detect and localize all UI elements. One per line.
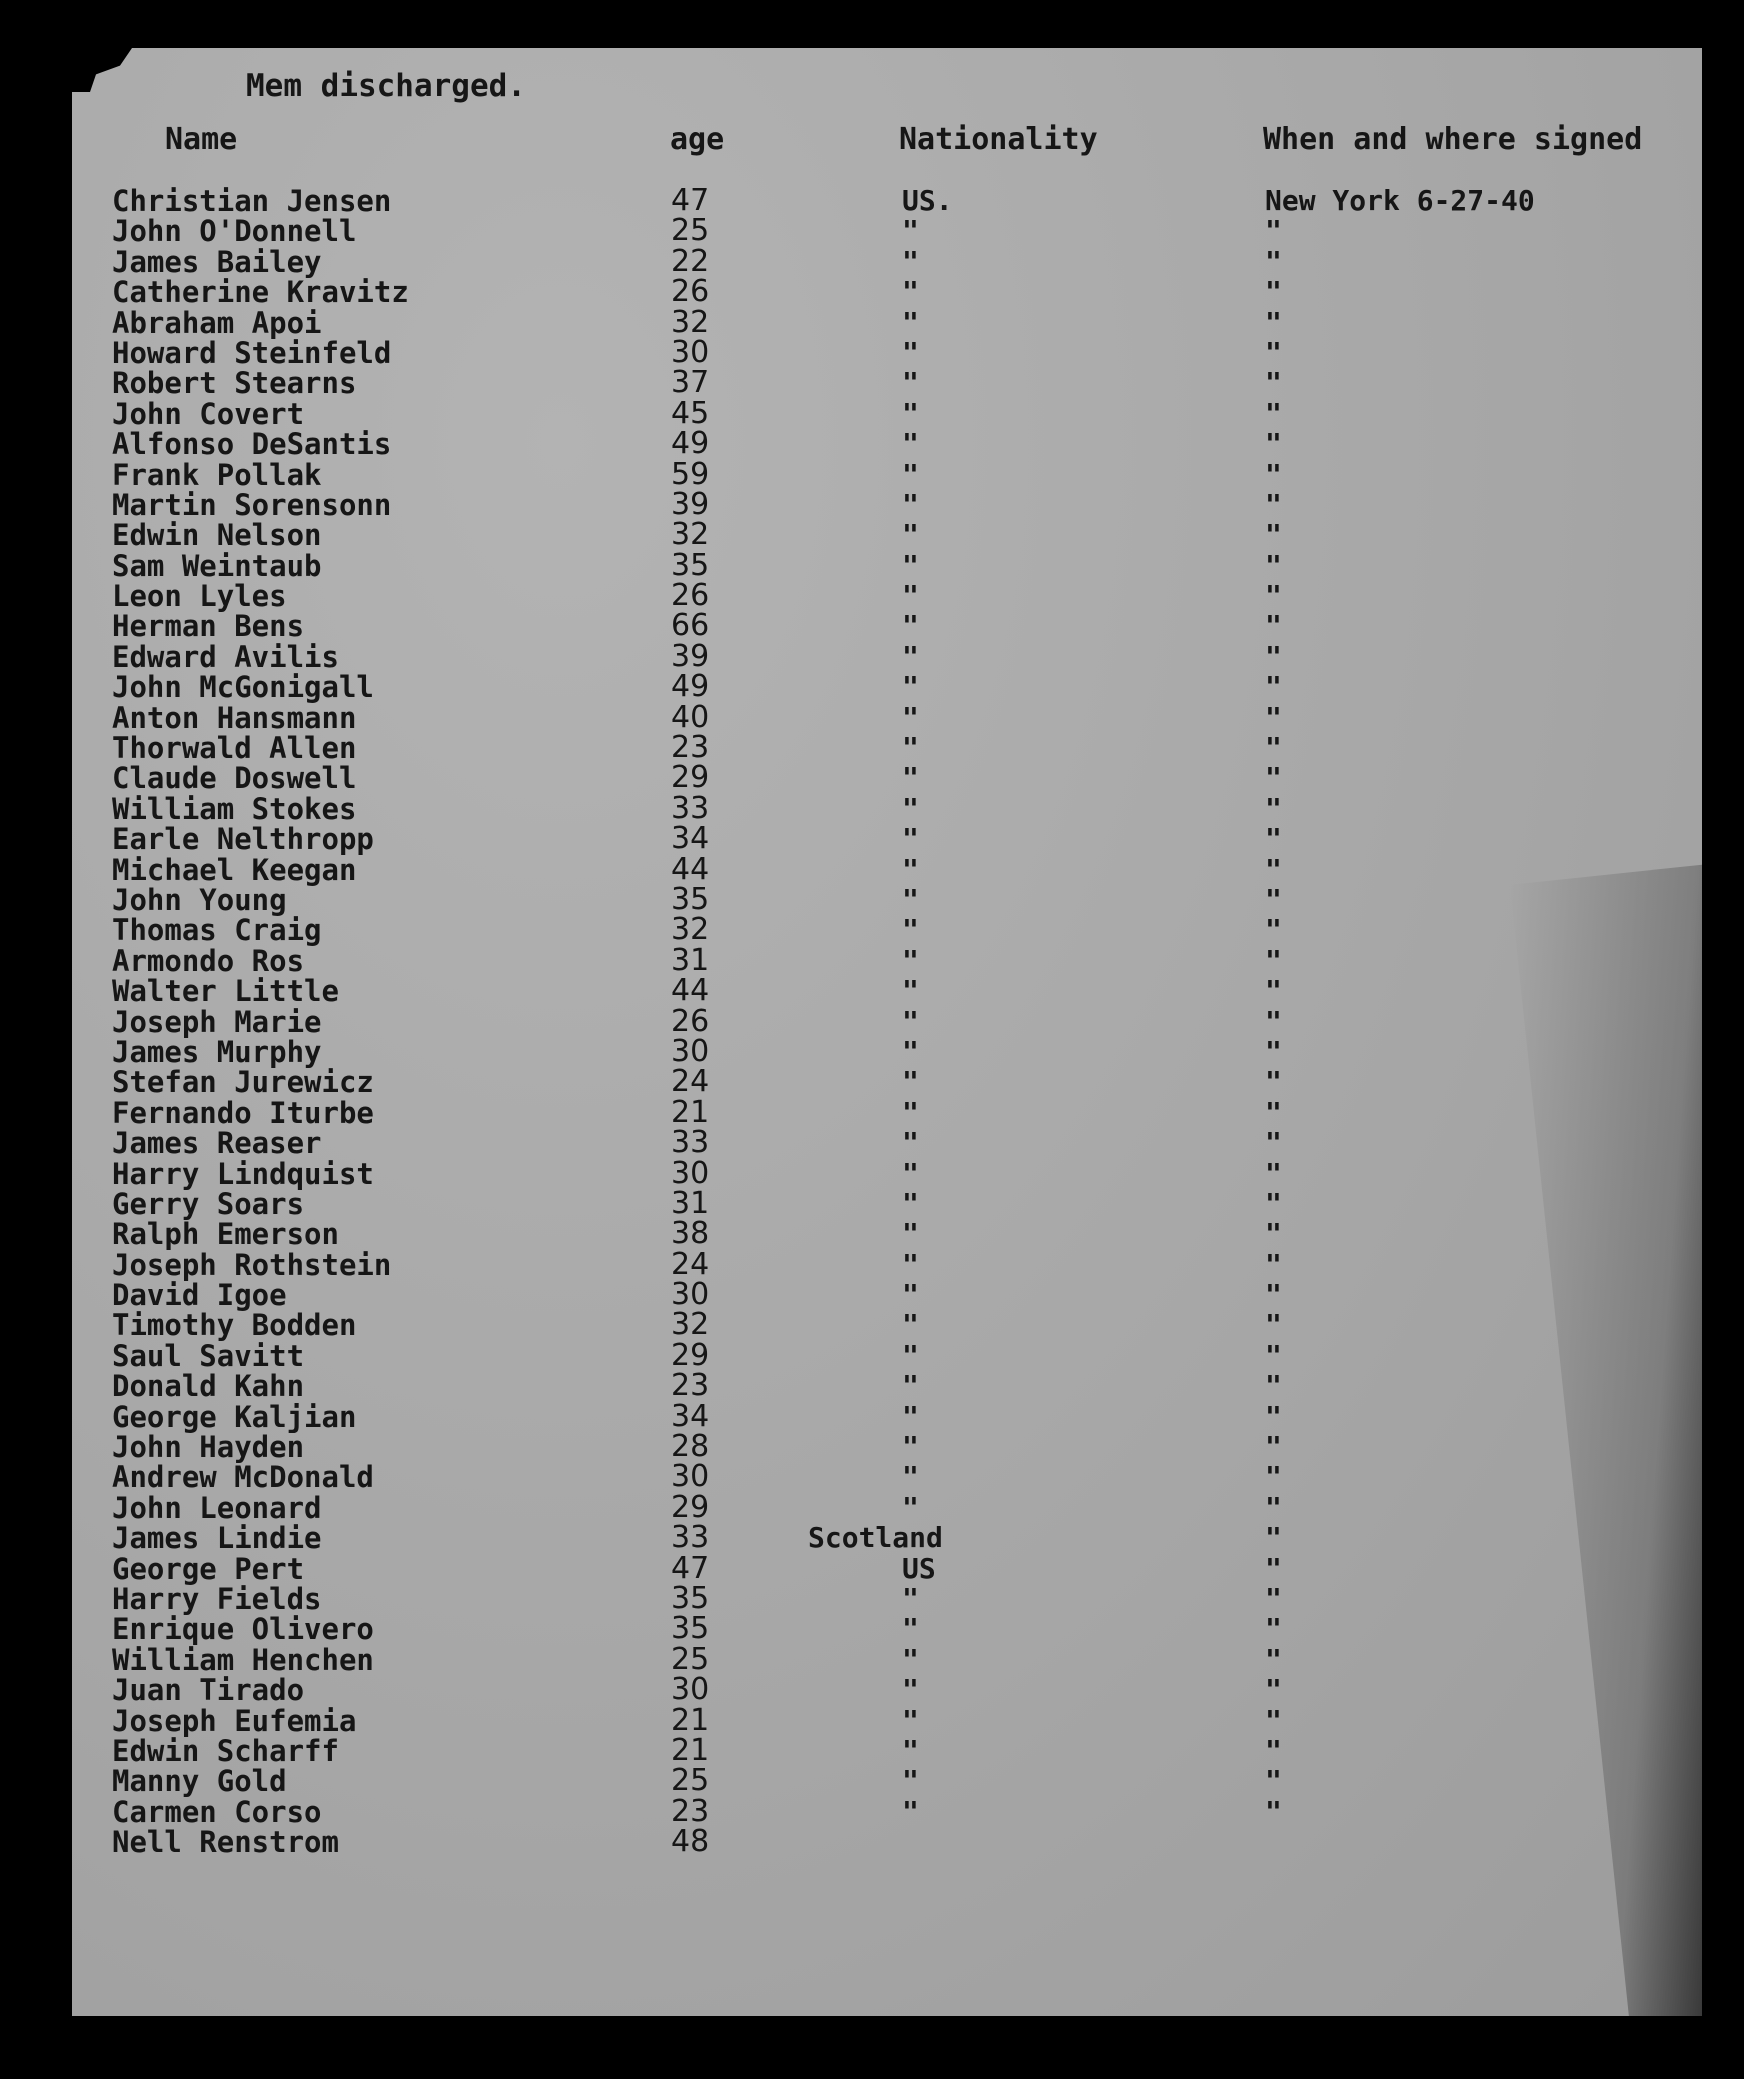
document-heading: Mem discharged. xyxy=(246,68,526,104)
crew-nationality: " xyxy=(902,882,919,916)
crew-nationality: " xyxy=(902,427,919,461)
table-row xyxy=(72,1641,1702,1677)
table-row xyxy=(72,1368,1702,1404)
crew-age: 47 xyxy=(671,183,710,218)
crew-nationality: " xyxy=(902,791,919,825)
crew-nationality: " xyxy=(902,1581,919,1615)
table-row xyxy=(72,912,1702,948)
crew-nationality: " xyxy=(902,1794,919,1828)
crew-nationality: " xyxy=(902,1278,919,1312)
crew-age: 34 xyxy=(671,1398,710,1434)
table-row xyxy=(72,1763,1702,1799)
crew-nationality: " xyxy=(902,1764,919,1798)
crew-when-where-signed: " xyxy=(1265,487,1282,521)
crew-nationality: " xyxy=(902,366,919,400)
crew-nationality: " xyxy=(902,548,919,582)
table-row xyxy=(72,1702,1702,1738)
crew-name: Sam Weintaub xyxy=(112,548,322,583)
crew-name: Stefan Jurewicz xyxy=(112,1065,374,1100)
crew-when-where-signed: " xyxy=(1265,335,1282,369)
crew-name: James Murphy xyxy=(112,1034,322,1069)
crew-nationality: " xyxy=(902,1490,919,1524)
crew-name: John Hayden xyxy=(112,1430,305,1465)
crew-name: Leon Lyles xyxy=(112,579,287,614)
crew-when-where-signed: " xyxy=(1265,1581,1282,1615)
crew-age: 23 xyxy=(671,1793,710,1829)
crew-when-where-signed: " xyxy=(1265,1673,1282,1707)
crew-nationality: " xyxy=(902,457,919,491)
table-row xyxy=(72,669,1702,705)
table-row xyxy=(72,1793,1702,1829)
crew-name: Joseph Marie xyxy=(112,1004,322,1039)
crew-nationality: " xyxy=(902,1186,919,1220)
crew-nationality: " xyxy=(902,214,919,248)
table-row xyxy=(72,608,1702,644)
crew-age: 30 xyxy=(671,1033,710,1069)
crew-when-where-signed: " xyxy=(1265,1521,1282,1555)
crew-when-where-signed: " xyxy=(1265,882,1282,916)
crew-name: Ralph Emerson xyxy=(112,1217,339,1252)
crew-nationality: " xyxy=(902,1156,919,1190)
crew-nationality: " xyxy=(902,305,919,339)
crew-when-where-signed: " xyxy=(1265,275,1282,309)
table-row xyxy=(72,1246,1702,1282)
crew-when-where-signed: " xyxy=(1265,214,1282,248)
crew-age: 47 xyxy=(671,1550,710,1586)
table-row xyxy=(72,1611,1702,1647)
crew-when-where-signed: " xyxy=(1265,518,1282,552)
table-row xyxy=(72,1003,1702,1039)
column-header-when-where-signed: When and where signed xyxy=(1263,122,1643,157)
crew-age: 39 xyxy=(671,486,710,522)
table-row xyxy=(72,1550,1702,1586)
crew-when-where-signed: " xyxy=(1265,1065,1282,1099)
crew-nationality: " xyxy=(902,974,919,1008)
crew-age: 31 xyxy=(671,1185,710,1221)
crew-age: 29 xyxy=(671,760,710,796)
crew-age: 29 xyxy=(671,1489,710,1525)
crew-when-where-signed: New York 6-27-40 xyxy=(1265,184,1535,217)
table-row xyxy=(72,547,1702,583)
table-row xyxy=(72,395,1702,431)
crew-nationality: " xyxy=(902,1338,919,1372)
crew-age: 38 xyxy=(671,1216,710,1252)
table-row xyxy=(72,1307,1702,1343)
table-row xyxy=(72,881,1702,917)
table-row xyxy=(72,1094,1702,1130)
crew-when-where-signed: " xyxy=(1265,396,1282,430)
table-row xyxy=(72,1277,1702,1313)
crew-age: 30 xyxy=(671,1277,710,1313)
table-row xyxy=(72,213,1702,249)
table-row xyxy=(72,1155,1702,1191)
crew-age: 49 xyxy=(671,669,710,705)
crew-when-where-signed: " xyxy=(1265,1004,1282,1038)
crew-nationality: US. xyxy=(902,184,953,217)
table-row xyxy=(72,699,1702,735)
table-row xyxy=(72,760,1702,796)
crew-age: 24 xyxy=(671,1246,710,1282)
crew-age: 26 xyxy=(671,274,710,310)
crew-when-where-signed: " xyxy=(1265,1156,1282,1190)
crew-when-where-signed: " xyxy=(1265,1794,1282,1828)
table-row xyxy=(72,1824,1702,1860)
crew-when-where-signed: " xyxy=(1265,1308,1282,1342)
crew-name: Joseph Rothstein xyxy=(112,1247,392,1282)
crew-name: Edwin Scharff xyxy=(112,1733,339,1768)
table-row xyxy=(72,730,1702,766)
crew-age: 31 xyxy=(671,942,710,978)
table-row xyxy=(72,638,1702,674)
crew-when-where-signed: " xyxy=(1265,700,1282,734)
crew-when-where-signed: " xyxy=(1265,579,1282,613)
crew-name: Thomas Craig xyxy=(112,913,322,948)
crew-name: Gerry Soars xyxy=(112,1186,305,1221)
crew-name: Howard Steinfeld xyxy=(112,335,392,370)
crew-age: 29 xyxy=(671,1337,710,1373)
column-header-nationality: Nationality xyxy=(899,122,1098,157)
crew-nationality: " xyxy=(902,335,919,369)
crew-age: 39 xyxy=(671,638,710,674)
table-row xyxy=(72,851,1702,887)
crew-when-where-signed: " xyxy=(1265,913,1282,947)
table-row xyxy=(72,578,1702,614)
table-row xyxy=(72,426,1702,462)
table-row xyxy=(72,942,1702,978)
crew-age: 44 xyxy=(671,973,710,1009)
crew-nationality: " xyxy=(902,1399,919,1433)
crew-nationality: " xyxy=(902,913,919,947)
crew-name: Donald Kahn xyxy=(112,1369,305,1404)
crew-name: Earle Nelthropp xyxy=(112,822,374,857)
table-row xyxy=(72,1064,1702,1100)
crew-when-where-signed: " xyxy=(1265,1399,1282,1433)
crew-when-where-signed: " xyxy=(1265,1703,1282,1737)
table-row xyxy=(72,1732,1702,1768)
crew-nationality: " xyxy=(902,731,919,765)
crew-name: John McGonigall xyxy=(112,670,374,705)
crew-age: 33 xyxy=(671,790,710,826)
crew-name: Nell Renstrom xyxy=(112,1825,339,1860)
crew-nationality: " xyxy=(902,822,919,856)
crew-age: 30 xyxy=(671,1459,710,1495)
crew-name: William Henchen xyxy=(112,1642,374,1677)
crew-age: 21 xyxy=(671,1702,710,1738)
crew-when-where-signed: " xyxy=(1265,1460,1282,1494)
crew-name: Carmen Corso xyxy=(112,1794,322,1829)
crew-name: Martin Sorensonn xyxy=(112,487,392,522)
crew-nationality: " xyxy=(902,1034,919,1068)
table-row xyxy=(72,1489,1702,1525)
crew-age: 24 xyxy=(671,1064,710,1100)
crew-when-where-signed: " xyxy=(1265,1186,1282,1220)
crew-nationality: " xyxy=(902,609,919,643)
crew-age: 23 xyxy=(671,1368,710,1404)
crew-name: John Covert xyxy=(112,396,305,431)
crew-name: Timothy Bodden xyxy=(112,1308,357,1343)
crew-age: 21 xyxy=(671,1094,710,1130)
table-row xyxy=(72,1185,1702,1221)
crew-when-where-signed: " xyxy=(1265,1430,1282,1464)
crew-when-where-signed: " xyxy=(1265,1095,1282,1129)
crew-nationality: " xyxy=(902,396,919,430)
crew-age: 33 xyxy=(671,1125,710,1161)
crew-age: 37 xyxy=(671,365,710,401)
table-row xyxy=(72,304,1702,340)
crew-name: Edwin Nelson xyxy=(112,518,322,553)
crew-name: William Stokes xyxy=(112,791,357,826)
crew-name: Harry Fields xyxy=(112,1581,322,1616)
crew-when-where-signed: " xyxy=(1265,731,1282,765)
crew-name: Catherine Kravitz xyxy=(112,275,409,310)
crew-name: Thorwald Allen xyxy=(112,731,357,766)
table-row xyxy=(72,1672,1702,1708)
crew-name: James Lindie xyxy=(112,1521,322,1556)
crew-nationality: " xyxy=(902,1733,919,1767)
crew-nationality: " xyxy=(902,1065,919,1099)
crew-age: 30 xyxy=(671,1155,710,1191)
crew-age: 35 xyxy=(671,881,710,917)
crew-nationality: " xyxy=(902,1308,919,1342)
crew-when-where-signed: " xyxy=(1265,1551,1282,1585)
table-row xyxy=(72,1580,1702,1616)
crew-nationality: " xyxy=(902,1217,919,1251)
crew-nationality: " xyxy=(902,852,919,886)
crew-when-where-signed: " xyxy=(1265,1338,1282,1372)
crew-name: George Pert xyxy=(112,1551,305,1586)
crew-nationality: " xyxy=(902,943,919,977)
crew-when-where-signed: " xyxy=(1265,457,1282,491)
crew-name: George Kaljian xyxy=(112,1399,357,1434)
crew-age: 35 xyxy=(671,1611,710,1647)
crew-nationality: " xyxy=(902,1642,919,1676)
crew-nationality: " xyxy=(902,1126,919,1160)
crew-nationality: " xyxy=(902,1612,919,1646)
crew-age: 40 xyxy=(671,699,710,735)
crew-nationality: " xyxy=(902,1095,919,1129)
crew-when-where-signed: " xyxy=(1265,852,1282,886)
crew-name: Enrique Olivero xyxy=(112,1612,374,1647)
crew-age: 32 xyxy=(671,1307,710,1343)
crew-name: Anton Hansmann xyxy=(112,700,357,735)
table-row xyxy=(72,1429,1702,1465)
torn-corner xyxy=(72,48,132,92)
crew-when-where-signed: " xyxy=(1265,609,1282,643)
crew-name: Armondo Ros xyxy=(112,943,305,978)
crew-name: Herman Bens xyxy=(112,609,305,644)
table-row xyxy=(72,243,1702,279)
crew-age: 49 xyxy=(671,426,710,462)
table-row xyxy=(72,790,1702,826)
crew-nationality: " xyxy=(902,487,919,521)
crew-name: John O'Donnell xyxy=(112,214,357,249)
crew-when-where-signed: " xyxy=(1265,1764,1282,1798)
crew-age: 35 xyxy=(671,1580,710,1616)
crew-nationality: " xyxy=(902,1460,919,1494)
crew-age: 66 xyxy=(671,608,710,644)
table-row xyxy=(72,274,1702,310)
crew-when-where-signed: " xyxy=(1265,1217,1282,1251)
crew-age: 33 xyxy=(671,1520,710,1556)
crew-nationality: " xyxy=(902,700,919,734)
crew-when-where-signed: " xyxy=(1265,305,1282,339)
crew-when-where-signed: " xyxy=(1265,548,1282,582)
crew-name: Joseph Eufemia xyxy=(112,1703,357,1738)
table-row xyxy=(72,1398,1702,1434)
crew-nationality: " xyxy=(902,1673,919,1707)
crew-name: Claude Doswell xyxy=(112,761,357,796)
crew-name: Edward Avilis xyxy=(112,639,339,674)
crew-nationality: " xyxy=(902,1247,919,1281)
crew-age: 59 xyxy=(671,456,710,492)
table-row xyxy=(72,486,1702,522)
table-row xyxy=(72,1033,1702,1069)
crew-age: 28 xyxy=(671,1429,710,1465)
crew-age: 34 xyxy=(671,821,710,857)
crew-name: Christian Jensen xyxy=(112,184,392,218)
crew-when-where-signed: " xyxy=(1265,943,1282,977)
crew-age: 25 xyxy=(671,1641,710,1677)
crew-age: 32 xyxy=(671,517,710,553)
crew-name: David Igoe xyxy=(112,1278,287,1313)
crew-nationality: " xyxy=(902,1369,919,1403)
crew-age: 26 xyxy=(671,578,710,614)
crew-name: Harry Lindquist xyxy=(112,1156,374,1191)
table-row xyxy=(72,365,1702,401)
crew-when-where-signed: " xyxy=(1265,761,1282,795)
crew-age: 22 xyxy=(671,243,710,279)
crew-name: Frank Pollak xyxy=(112,457,322,492)
crew-when-where-signed: " xyxy=(1265,791,1282,825)
crew-age: 32 xyxy=(671,304,710,340)
table-row xyxy=(72,1459,1702,1495)
crew-nationality: " xyxy=(902,1430,919,1464)
crew-age: 21 xyxy=(671,1732,710,1768)
crew-age: 23 xyxy=(671,730,710,766)
crew-name: Robert Stearns xyxy=(112,366,357,401)
crew-age: 44 xyxy=(671,851,710,887)
crew-when-where-signed: " xyxy=(1265,1247,1282,1281)
crew-nationality: " xyxy=(902,1004,919,1038)
table-row xyxy=(72,1125,1702,1161)
crew-name: John Leonard xyxy=(112,1490,322,1525)
crew-nationality: " xyxy=(902,1703,919,1737)
crew-nationality: " xyxy=(902,670,919,704)
column-header-name: Name xyxy=(165,122,238,157)
crew-nationality: " xyxy=(902,579,919,613)
crew-nationality: " xyxy=(902,761,919,795)
crew-age: 30 xyxy=(671,334,710,370)
crew-when-where-signed: " xyxy=(1265,974,1282,1008)
crew-name: John Young xyxy=(112,882,287,917)
crew-name: Abraham Apoi xyxy=(112,305,322,340)
crew-when-where-signed: " xyxy=(1265,822,1282,856)
crew-name: Juan Tirado xyxy=(112,1673,305,1708)
crew-when-where-signed: " xyxy=(1265,1034,1282,1068)
column-header-age: age xyxy=(670,122,725,157)
crew-age: 25 xyxy=(671,1763,710,1799)
crew-name: James Bailey xyxy=(112,244,322,279)
table-row xyxy=(72,456,1702,492)
crew-age: 48 xyxy=(671,1824,710,1860)
crew-name: Manny Gold xyxy=(112,1764,287,1799)
document-sheet xyxy=(72,48,1702,2016)
crew-nationality: US xyxy=(902,1551,936,1585)
crew-nationality: " xyxy=(902,275,919,309)
crew-when-where-signed: " xyxy=(1265,427,1282,461)
crew-when-where-signed: " xyxy=(1265,1126,1282,1160)
crew-name: Alfonso DeSantis xyxy=(112,427,392,462)
crew-name: James Reaser xyxy=(112,1126,322,1161)
crew-when-where-signed: " xyxy=(1265,1642,1282,1676)
table-row xyxy=(72,517,1702,553)
crew-nationality: " xyxy=(902,244,919,278)
crew-list xyxy=(72,183,1702,1860)
crew-age: 26 xyxy=(671,1003,710,1039)
crew-name: Walter Little xyxy=(112,974,339,1009)
crew-age: 45 xyxy=(671,395,710,431)
crew-when-where-signed: " xyxy=(1265,1733,1282,1767)
crew-when-where-signed: " xyxy=(1265,1369,1282,1403)
table-row xyxy=(72,1216,1702,1252)
table-row xyxy=(72,334,1702,370)
crew-age: 32 xyxy=(671,912,710,948)
crew-age: 35 xyxy=(671,547,710,583)
crew-nationality: Scotland xyxy=(808,1521,943,1555)
table-row xyxy=(72,821,1702,857)
crew-nationality: " xyxy=(902,639,919,673)
table-row xyxy=(72,183,1702,218)
crew-when-where-signed: " xyxy=(1265,366,1282,400)
crew-when-where-signed: " xyxy=(1265,1490,1282,1524)
crew-name: Saul Savitt xyxy=(112,1338,305,1373)
crew-when-where-signed: " xyxy=(1265,1612,1282,1646)
crew-age: 25 xyxy=(671,213,710,249)
crew-when-where-signed: " xyxy=(1265,639,1282,673)
table-row xyxy=(72,973,1702,1009)
crew-name: Michael Keegan xyxy=(112,852,357,887)
crew-when-where-signed: " xyxy=(1265,1278,1282,1312)
crew-name: Fernando Iturbe xyxy=(112,1095,374,1130)
table-row xyxy=(72,1337,1702,1373)
crew-name: Andrew McDonald xyxy=(112,1460,374,1495)
crew-age: 30 xyxy=(671,1672,710,1708)
crew-nationality: " xyxy=(902,518,919,552)
crew-when-where-signed: " xyxy=(1265,670,1282,704)
table-row xyxy=(72,1520,1702,1556)
crew-when-where-signed: " xyxy=(1265,244,1282,278)
